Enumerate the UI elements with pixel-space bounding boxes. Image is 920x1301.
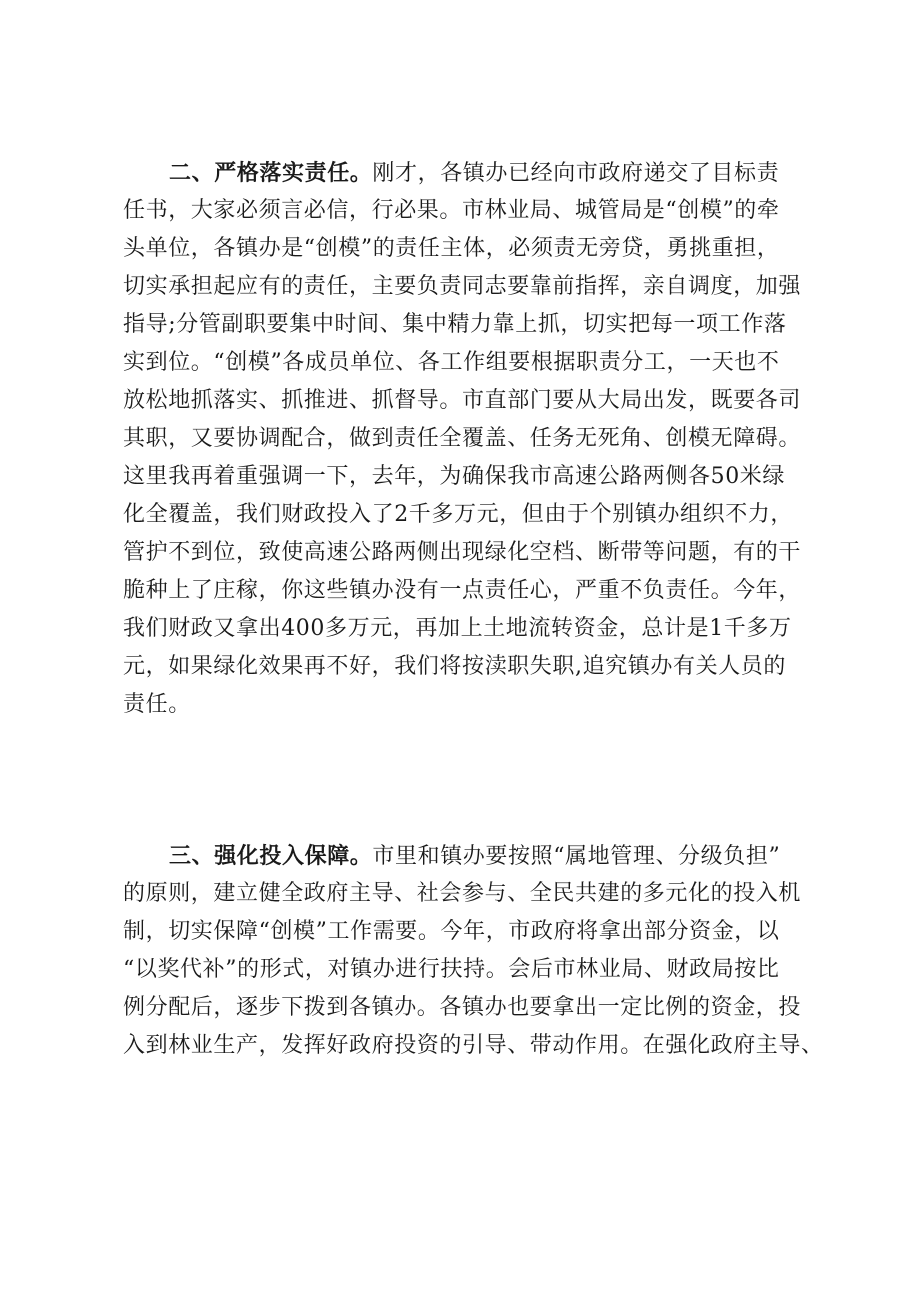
paragraph-line: 指导;分管副职要集中时间、集中精力靠上抓，切实把每一项工作落 [123,312,787,337]
paragraph-line: 头单位，各镇办是“创模”的责任主体，必须责无旁贷，勇挑重担， [123,236,780,261]
paragraph-line: 的原则，建立健全政府主导、社会参与、全民共建的多元化的投入机 [123,881,802,906]
paragraph-line: 任书，大家必须言必信，行必果。市林业局、城管局是“创模”的牵 [123,198,780,223]
paragraph-line: 这里我再着重强调一下，去年，为确保我市高速公路两侧各50米绿 [123,464,785,489]
paragraph-line: 元，如果绿化效果再不好，我们将按渎职失职,追究镇办有关人员的 [123,654,786,679]
paragraph-line: 管护不到位，致使高速公路两侧出现绿化空档、断带等问题，有的干 [123,540,802,565]
paragraph-text: 刚才，各镇办已经向市政府递交了目标责 [372,161,780,186]
paragraph-line: 实到位。“创模”各成员单位、各工作组要根据职责分工，一天也不 [123,350,780,375]
paragraph-line: 化全覆盖，我们财政投入了2千多万元，但由于个别镇办组织不力， [123,502,793,527]
paragraph-line: “以奖代补”的形式，对镇办进行扶持。会后市林业局、财政局按比 [123,957,780,982]
paragraph-text: 市里和镇办要按照“属地管理、分级负担” [372,844,781,869]
paragraph-line: 脆种上了庄稼，你这些镇办没有一点责任心，严重不负责任。今年， [123,578,802,603]
paragraph-line [123,154,823,192]
section-3-heading: 三、强化投入保障。 [169,843,373,869]
section-2-heading: 二、严格落实责任。 [169,160,373,186]
section-2-paragraph [123,154,823,724]
paragraph-line: 切实承担起应有的责任，主要负责同志要靠前指挥，亲自调度，加强 [123,274,802,299]
paragraph-line: 其职，又要协调配合，做到责任全覆盖、任务无死角、创模无障碍。 [123,426,802,451]
section-3-paragraph [123,837,823,1065]
paragraph-line [123,837,823,875]
paragraph-line: 放松地抓落实、抓推进、抓督导。市直部门要从大局出发，既要各司 [123,388,802,413]
paragraph-line: 例分配后，逐步下拨到各镇办。各镇办也要拿出一定比例的资金，投 [123,995,802,1020]
paragraph-line: 我们财政又拿出400多万元，再加上土地流转资金，总计是1千多万 [123,616,792,641]
paragraph-line: 责任。 [123,692,191,717]
paragraph-line: 制，切实保障“创模”工作需要。今年，市政府将拿出部分资金，以 [123,919,780,944]
paragraph-line: 入到林业生产，发挥好政府投资的引导、带动作用。在强化政府主导、 [123,1033,824,1058]
